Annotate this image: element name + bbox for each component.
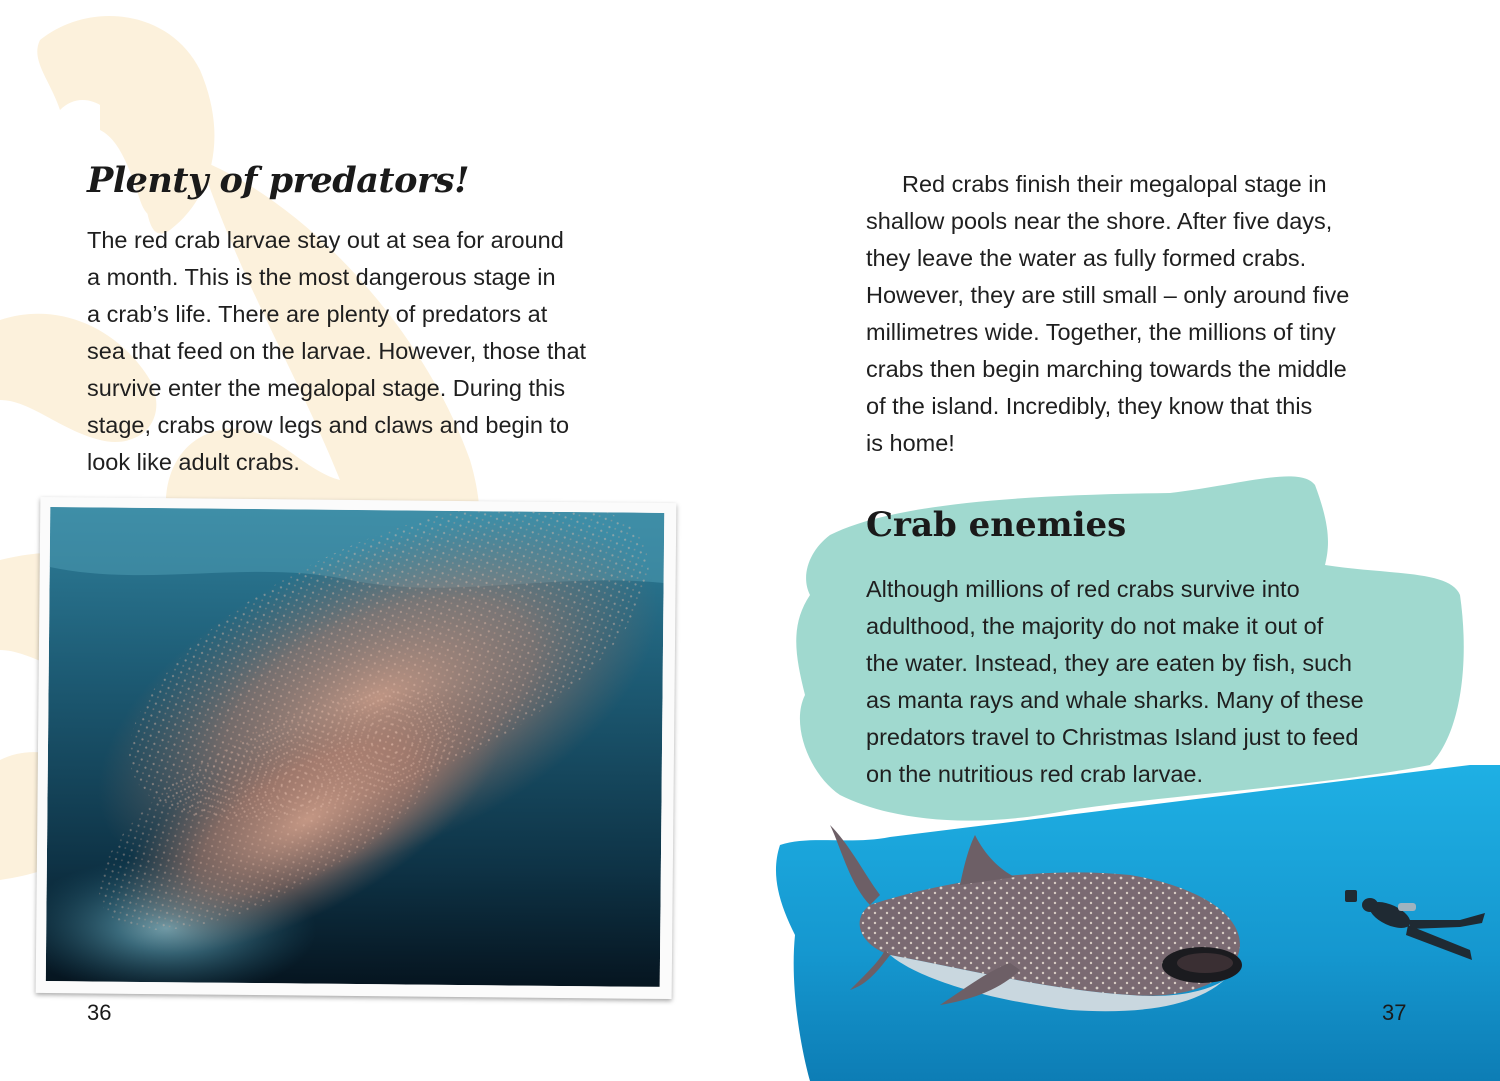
paragraph-line: a crab’s life. There are plenty of predators at [87,301,548,327]
paragraph-line: look like adult crabs. [87,449,300,475]
paragraph-line: they leave the water as fully formed crabs. [866,245,1307,271]
paragraph-line: Although millions of red crabs survive into [866,576,1300,602]
paragraph-line: stage, crabs grow legs and claws and begin to [87,412,570,438]
page-number: 37 [1382,1000,1407,1025]
larvae-swarm-photo-icon [46,507,665,987]
paragraph-line: the water. Instead, they are eaten by fish, such [866,650,1352,676]
paragraph-line: as manta rays and whale sharks. Many of these [866,687,1364,713]
paragraph-line: a month. This is the most dangerous stage in [87,264,556,290]
paragraph-line: Red crabs finish their megalopal stage in [902,171,1327,197]
panel-paragraph [866,571,1456,793]
body-paragraph [87,222,652,481]
paragraph-line: survive enter the megalopal stage. During this [87,375,566,401]
paragraph-line: However, they are still small – only around five [866,282,1350,308]
paragraph-line: shallow pools near the shore. After five days, [866,208,1333,234]
right-page [750,0,1500,1081]
paragraph-line: is home! [866,430,955,456]
paragraph-line: adulthood, the majority do not make it out of [866,613,1324,639]
paragraph-line: The red crab larvae stay out at sea for around [87,227,564,253]
section-heading: Plenty of predators! [87,160,469,201]
paragraph-line: crabs then begin marching towards the middle [866,356,1347,382]
paragraph-line: predators travel to Christmas Island just to feed [866,724,1359,750]
panel-heading: Crab enemies [866,505,1127,545]
paragraph-line: millimetres wide. Together, the millions of tiny [866,319,1336,345]
larvae-photo-frame [36,497,677,999]
paragraph-line: of the island. Incredibly, they know that this [866,393,1313,419]
paragraph-line: on the nutritious red crab larvae. [866,761,1204,787]
paragraph-line: sea that feed on the larvae. However, those that [87,338,587,364]
page-number: 36 [87,1000,112,1025]
body-paragraph [866,166,1426,462]
